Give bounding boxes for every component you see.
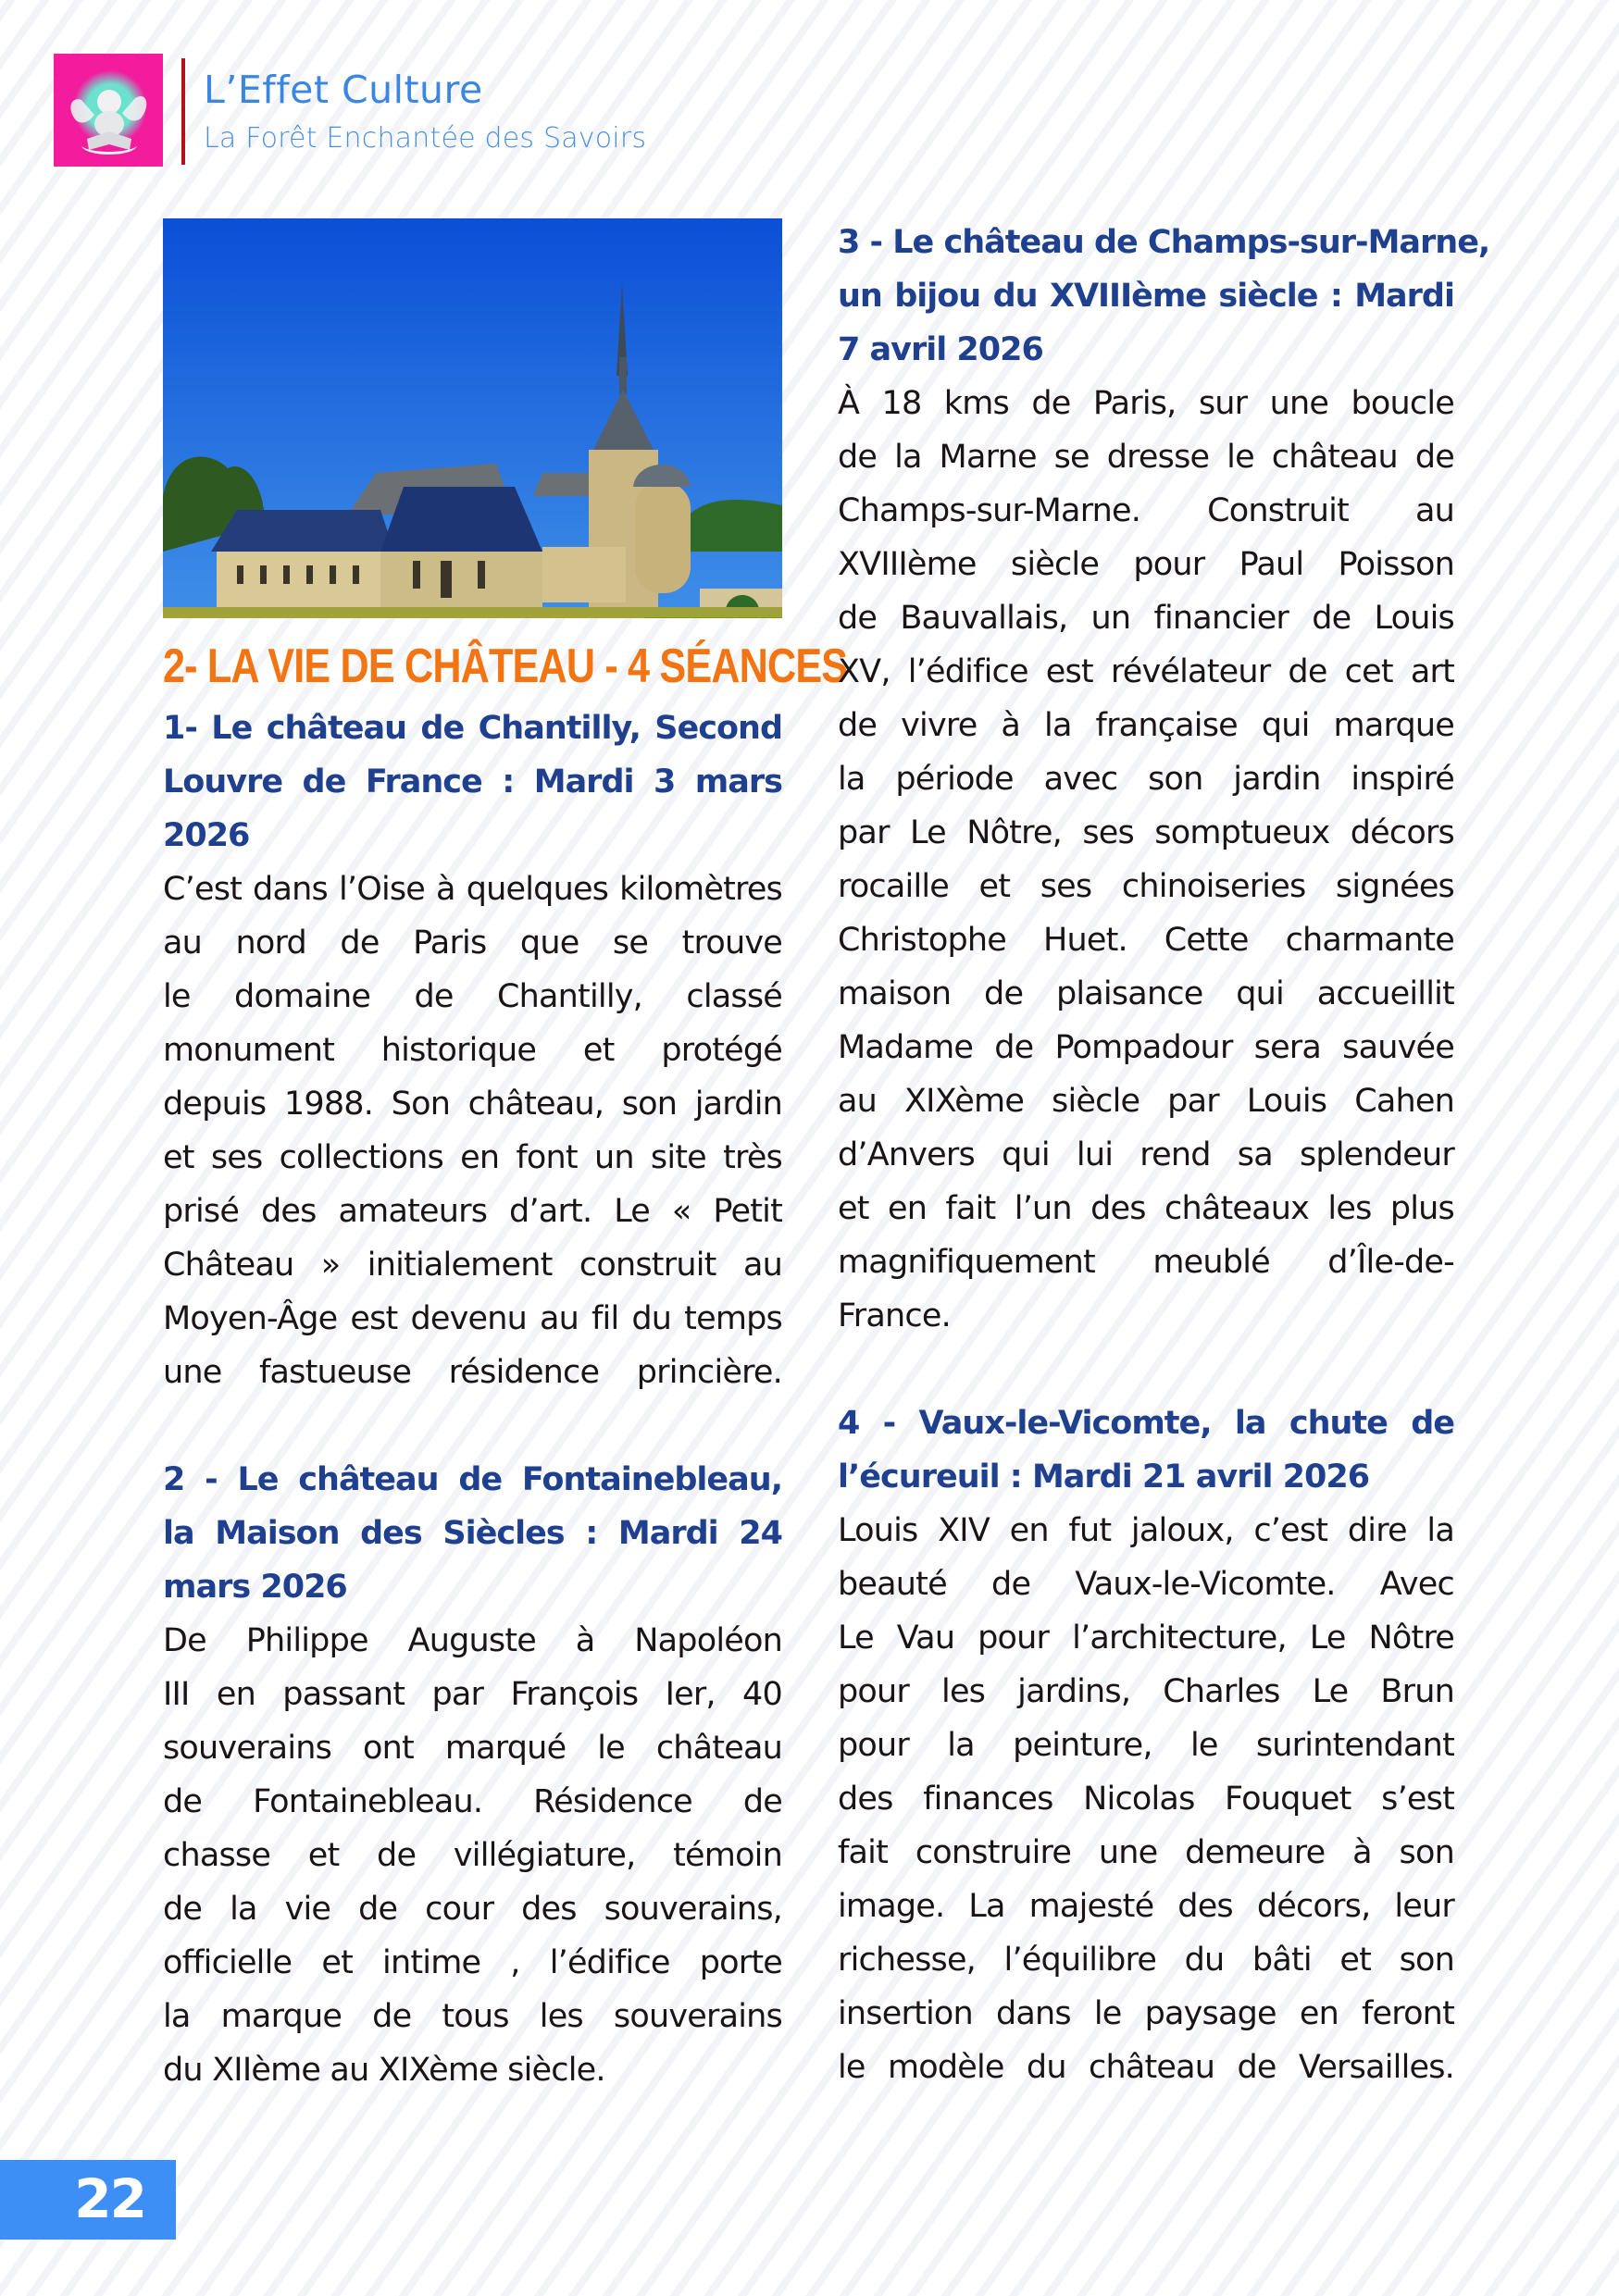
item1-body-line: prisé des amateurs d’art. Le « Petit (163, 1193, 782, 1230)
chateau-chantilly-image (163, 218, 782, 618)
item3-heading-line: 3 - Le château de Champs-sur-Marne, (838, 224, 1490, 261)
item2-body-line: de Fontainebleau. Résidence de (163, 1783, 782, 1820)
item3-heading-line: un bijou du XVIIIème siècle : Mardi (838, 278, 1454, 315)
brand-title: L’Effet Culture (204, 68, 483, 112)
item3-body-line: rocaille et ses chinoiseries signées (838, 868, 1454, 905)
item2-heading-line: mars 2026 (163, 1569, 347, 1606)
item4-body-line: des finances Nicolas Fouquet s’est (838, 1781, 1454, 1818)
item3-body-line: À 18 kms de Paris, sur une boucle (838, 385, 1454, 422)
item2-heading-line: 2 - Le château de Fontainebleau, (163, 1461, 782, 1498)
item3-body-line: maison de plaisance qui accueillit (838, 975, 1454, 1012)
item2-body-line: de la vie de cour des souverains, (163, 1891, 782, 1928)
item3-body-line: Madame de Pompadour sera sauvée (838, 1029, 1454, 1066)
item4-body-line: beauté de Vaux-le-Vicomte. Avec (838, 1566, 1454, 1603)
item2-body-line: la marque de tous les souverains (163, 1998, 782, 2035)
item3-body-line: XV, l’édifice est révélateur de cet art (838, 653, 1454, 690)
item3-body-line: de Bauvallais, un financier de Louis (838, 600, 1454, 637)
page-number-badge (0, 2160, 176, 2240)
item3-body-line: la période avec son jardin inspiré (838, 761, 1454, 798)
page-number: 22 (74, 2167, 145, 2230)
item3-body-line: au XIXème siècle par Louis Cahen (838, 1083, 1454, 1120)
item1-body-line: au nord de Paris que se trouve (163, 925, 782, 962)
item3-body-line: Christophe Huet. Cette charmante (838, 922, 1454, 959)
item3-body-line: et en fait l’un des châteaux les plus (838, 1190, 1454, 1227)
item2-body-line: du XIIème au XIXème siècle. (163, 2052, 605, 2089)
item2-body-line: chasse et de villégiature, témoin (163, 1837, 782, 1874)
item4-body-line: richesse, l’équilibre du bâti et son (838, 1942, 1454, 1979)
item4-body-line: fait construire une demeure à son (838, 1834, 1454, 1871)
item1-heading-line: 1- Le château de Chantilly, Second (163, 710, 782, 747)
item4-body-line: Louis XIV en fut jaloux, c’est dire la (838, 1512, 1454, 1549)
item4-body-line: Le Vau pour l’architecture, Le Nôtre (838, 1620, 1454, 1657)
item3-body-line: de la Marne se dresse le château de (838, 439, 1454, 476)
item1-body-line: le domaine de Chantilly, classé (163, 978, 782, 1015)
item4-body-line: le modèle du château de Versailles. (838, 2049, 1454, 2086)
item2-body-line: III en passant par François Ier, 40 (163, 1676, 782, 1713)
item1-body-line: Château » initialement construit au (163, 1247, 782, 1284)
item3-heading-line: 7 avril 2026 (838, 331, 1043, 368)
item4-body-line: pour la peinture, le surintendant (838, 1727, 1454, 1764)
item1-body-line: depuis 1988. Son château, son jardin (163, 1086, 782, 1123)
item3-body-line: d’Anvers qui lui rend sa splendeur (838, 1136, 1454, 1173)
brand-subtitle: La Forêt Enchantée des Savoirs (204, 122, 647, 155)
item1-body-line: Moyen-Âge est devenu au fil du temps (163, 1300, 782, 1337)
item1-body-line: et ses collections en font un site très (163, 1139, 782, 1176)
item4-body-line: insertion dans le paysage en feront (838, 1995, 1454, 2032)
item2-heading-line: la Maison des Siècles : Mardi 24 (163, 1515, 782, 1552)
item4-heading-line: 4 - Vaux-le-Vicomte, la chute de (838, 1405, 1454, 1442)
item3-body-line: de vivre à la française qui marque (838, 707, 1454, 744)
angel-reading-icon (54, 54, 163, 167)
header-divider (181, 58, 185, 165)
item2-body-line: De Philippe Auguste à Napoléon (163, 1622, 782, 1659)
section-title: 2- LA VIE DE CHÂTEAU - 4 SÉANCES (163, 639, 848, 693)
chateau-photo (163, 218, 782, 618)
item4-heading-line: l’écureuil : Mardi 21 avril 2026 (838, 1458, 1370, 1496)
item4-body-line: image. La majesté des décors, leur (838, 1888, 1454, 1925)
item1-body-line: C’est dans l’Oise à quelques kilomètres (163, 871, 782, 908)
item3-body-line: France. (838, 1297, 951, 1334)
logo (54, 54, 163, 167)
item3-body-line: XVIIIème siècle pour Paul Poisson (838, 546, 1454, 583)
item1-body-line: une fastueuse résidence princière. (163, 1354, 782, 1391)
item2-body-line: souverains ont marqué le château (163, 1730, 782, 1767)
item3-body-line: magnifiquement meublé d’Île-de- (838, 1244, 1454, 1281)
item1-heading-line: 2026 (163, 817, 250, 854)
item1-heading-line: Louvre de France : Mardi 3 mars (163, 763, 782, 800)
item3-body-line: par Le Nôtre, ses somptueux décors (838, 814, 1454, 851)
item4-body-line: pour les jardins, Charles Le Brun (838, 1673, 1454, 1710)
item1-body-line: monument historique et protégé (163, 1032, 782, 1069)
item3-body-line: Champs-sur-Marne. Construit au (838, 492, 1454, 529)
item2-body-line: officielle et intime , l’édifice porte (163, 1944, 782, 1981)
